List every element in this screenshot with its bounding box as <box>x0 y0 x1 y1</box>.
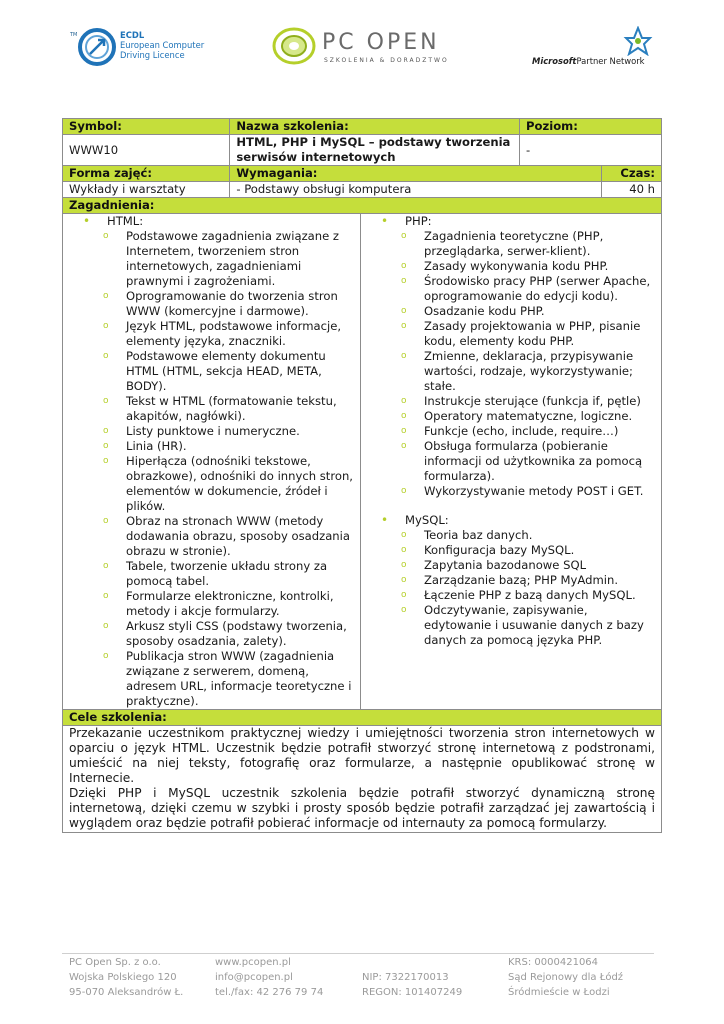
sub-bullet-icon: o <box>103 561 109 571</box>
forma-header: Forma zajęć: <box>63 166 230 182</box>
html-section <box>63 214 356 709</box>
php-topic-text: Osadzanie kodu PHP. <box>423 304 545 318</box>
pcopen-logo <box>272 26 462 70</box>
php-topic-text: Zmienne, deklaracja, przypisywanie wartości, rodzaje, wykorzystywanie; stałe. <box>423 349 634 393</box>
php-mysql-column <box>360 214 661 710</box>
html-topic-text: Oprogramowanie do tworzenia stron WWW (komercyjne i darmowe). <box>126 289 338 318</box>
cele-paragraph-2: Dzięki PHP i MySQL uczestnik szkolenia będzie potrafił stworzyć dynamiczną stronę internetową, dzięki czemu w szybki i prosty sposób będzie potrafił zarządzać jej zawartością i wyglądem oraz będzie potrafił pobierać informacje od internauty za pomocą formularzy. <box>69 786 655 830</box>
php-topic-text: Zasady projektowania w PHP, pisanie kodu, elementy kodu PHP. <box>423 319 641 348</box>
html-topic-item <box>105 424 356 439</box>
html-topic-text: Tekst w HTML (formatowanie tekstu, akapitów, nagłówki). <box>126 394 337 423</box>
php-topic-text: Wykorzystywanie metody POST i GET. <box>423 484 644 498</box>
forma-row <box>63 182 662 198</box>
footer-company <box>69 955 183 1000</box>
php-topic-item <box>400 274 657 304</box>
footer-divider <box>62 953 654 954</box>
sub-bullet-icon: o <box>103 231 109 241</box>
footer-city: 95-070 Aleksandrów Ł. <box>69 987 184 998</box>
php-topic-item <box>400 259 657 274</box>
cele-body <box>63 726 662 833</box>
footer-court: Sąd Rejonowy dla Łódź <box>508 972 624 983</box>
footer-company-name: PC Open Sp. z o.o. <box>69 957 161 968</box>
html-topic-text: Podstawowe elementy dokumentu HTML (HTML, sekcja HEAD, META, BODY). <box>126 349 326 393</box>
microsoft-partner-logo <box>530 26 660 70</box>
footer-email: info@pcopen.pl <box>215 972 293 983</box>
sub-bullet-icon: o <box>103 291 109 301</box>
course-row <box>63 135 662 166</box>
bullet-icon: • <box>380 513 389 527</box>
sub-bullet-icon: o <box>400 231 407 241</box>
zagadnienia-header-row <box>63 198 662 214</box>
footer-tax <box>362 955 462 1000</box>
mysql-topic-item <box>400 558 657 573</box>
mysql-section-item <box>361 513 657 648</box>
wymagania-value: - Podstawy obsługi komputera <box>230 182 602 198</box>
php-topic-text: Zasady wykonywania kodu PHP. <box>423 259 609 273</box>
sub-bullet-icon: o <box>103 321 109 331</box>
php-topic-list <box>400 229 657 499</box>
footer-street: Wojska Polskiego 120 <box>69 972 177 983</box>
php-topic-item <box>400 439 657 484</box>
html-topic-item <box>105 439 356 454</box>
mysql-title: MySQL: <box>404 513 449 527</box>
html-topic-text: Publikacja stron WWW (zagadnienia związane z serwerem, domeną, adresem URL, informacje teoretyczne i praktyczne). <box>126 649 352 708</box>
bullet-icon: • <box>83 214 91 228</box>
html-topic-text: Obraz na stronach WWW (metody dodawania obrazu, sposoby osadzania obrazu w stronie). <box>126 514 350 558</box>
mysql-topic-text: Zapytania bazodanowe SQL <box>423 558 587 572</box>
partner-network-icon <box>622 26 654 56</box>
sub-bullet-icon: o <box>103 591 109 601</box>
html-column <box>63 214 361 710</box>
html-topic-item <box>105 649 356 709</box>
php-topic-item <box>400 409 657 424</box>
sub-bullet-icon: o <box>103 516 109 526</box>
pcopen-name: PC OPEN <box>322 30 440 55</box>
mysql-topic-item <box>400 528 657 543</box>
html-title: HTML: <box>107 214 144 228</box>
pcopen-mark-icon <box>272 26 318 66</box>
symbol-header: Symbol: <box>63 119 230 135</box>
sub-bullet-icon: o <box>400 545 407 555</box>
html-topic-text: Arkusz styli CSS (podstawy tworzenia, sposoby osadzania, zalety). <box>126 619 347 648</box>
html-topic-text: Język HTML, podstawowe informacje, elementy języka, znaczniki. <box>126 319 342 348</box>
cele-paragraph-1: Przekazanie uczestnikom praktycznej wiedzy i umiejętności tworzenia stron internetowych w oparciu o język HTML. Uczestnik będzie potrafił stworzyć stronę internetową z podstronami, umieścić na niej teksty, fotografię oraz formularze, a następnie opublikować stronę w Internecie. <box>69 726 655 785</box>
sub-bullet-icon: o <box>400 276 407 286</box>
symbol-value: WWW10 <box>63 135 230 166</box>
footer-krs: KRS: 0000421064 <box>508 957 599 968</box>
php-title: PHP: <box>404 214 432 228</box>
sub-bullet-icon: o <box>400 426 407 436</box>
section-gap <box>361 499 657 513</box>
sub-bullet-icon: o <box>400 261 407 271</box>
ecdl-wordmark <box>120 30 204 60</box>
sub-bullet-icon: o <box>400 441 407 451</box>
footer-nip: NIP: 7322170013 <box>362 972 449 983</box>
sub-bullet-icon: o <box>400 575 407 585</box>
footer-court-district: Śródmieście w Łodzi <box>508 987 610 998</box>
sub-bullet-icon: o <box>400 351 407 361</box>
mysql-topic-item <box>400 573 657 588</box>
ecdl-globe-icon <box>78 28 116 66</box>
cele-header-row <box>63 710 662 726</box>
sub-bullet-icon: o <box>400 306 407 316</box>
czas-value: 40 h <box>602 182 662 198</box>
html-topic-item <box>105 289 356 319</box>
microsoft-brand: Microsoft <box>532 56 577 66</box>
mysql-topic-text: Odczytywanie, zapisywanie, edytowanie i usuwanie danych z bazy danych za pomocą języka PHP. <box>423 603 644 647</box>
php-section <box>361 214 657 499</box>
microsoft-partner-network: Partner Network <box>576 56 645 66</box>
sub-bullet-icon: o <box>400 321 407 331</box>
sub-bullet-icon: o <box>103 456 109 466</box>
header-row-forma <box>63 166 662 182</box>
ecdl-line2: European Computer <box>120 40 205 50</box>
sub-bullet-icon: o <box>103 351 109 361</box>
html-topic-text: Listy punktowe i numeryczne. <box>126 424 300 438</box>
sub-bullet-icon: o <box>103 441 109 451</box>
html-topic-text: Linia (HR). <box>126 439 187 453</box>
php-section-item <box>361 214 657 499</box>
ecdl-title: ECDL <box>120 30 145 40</box>
footer-tax-blank <box>362 955 462 970</box>
html-topic-item <box>105 514 356 559</box>
php-topic-text: Środowisko pracy PHP (serwer Apache, oprogramowanie do edycji kodu). <box>423 274 651 303</box>
mysql-topic-item <box>400 588 657 603</box>
html-topic-item <box>105 454 356 514</box>
sub-bullet-icon: o <box>400 486 407 496</box>
sub-bullet-icon: o <box>103 651 109 661</box>
wymagania-header: Wymagania: <box>230 166 602 182</box>
php-topic-text: Instrukcje sterujące (funkcja if, pętle) <box>423 394 641 408</box>
html-section-item <box>63 214 356 709</box>
czas-header: Czas: <box>602 166 662 182</box>
ecdl-tm-mark: TM <box>70 32 78 38</box>
php-topic-item <box>400 484 657 499</box>
forma-value: Wykłady i warsztaty <box>63 182 230 198</box>
sub-bullet-icon: o <box>400 560 407 570</box>
php-topic-item <box>400 349 657 394</box>
pcopen-tagline: SZKOLENIA & DORADZTWO <box>324 57 449 64</box>
sub-bullet-icon: o <box>400 411 407 421</box>
mysql-topic-text: Zarządzanie bazą; PHP MyAdmin. <box>423 573 619 587</box>
mysql-topic-item <box>400 603 657 648</box>
sub-bullet-icon: o <box>103 426 109 436</box>
html-topic-item <box>105 394 356 424</box>
html-topic-text: Hiperłącza (odnośniki tekstowe, obrazkowe), odnośniki do innych stron, elementów w dokumencie, źródeł i plików. <box>126 454 353 513</box>
sub-bullet-icon: o <box>400 530 407 540</box>
mysql-topic-list <box>400 528 657 648</box>
php-topic-item <box>400 319 657 349</box>
php-topic-item <box>400 394 657 409</box>
php-topic-text: Obsługa formularza (pobieranie informacji od użytkownika za pomocą formularza). <box>423 439 643 483</box>
poziom-value: - <box>520 135 662 166</box>
mysql-topic-item <box>400 543 657 558</box>
html-topic-text: Podstawowe zagadnienia związane z Internetem, tworzeniem stron internetowych, zagadnieniami prawnymi i zagrożeniami. <box>126 229 340 288</box>
mysql-topic-text: Łączenie PHP z bazą danych MySQL. <box>423 588 636 602</box>
mysql-topic-text: Teoria baz danych. <box>423 528 533 542</box>
footer-contact <box>215 955 323 1000</box>
footer-registry <box>508 955 623 1000</box>
microsoft-partner-text <box>532 56 645 66</box>
html-topic-text: Tabele, tworzenie układu strony za pomocą tabel. <box>126 559 328 588</box>
topics-row <box>63 214 662 710</box>
bullet-icon: • <box>380 214 389 228</box>
php-topic-item <box>400 424 657 439</box>
php-topic-item <box>400 304 657 319</box>
sub-bullet-icon: o <box>400 605 407 615</box>
course-name: HTML, PHP i MySQL – podstawy tworzenia serwisów internetowych <box>230 135 520 166</box>
php-topic-text: Operatory matematyczne, logiczne. <box>423 409 633 423</box>
zagadnienia-header: Zagadnienia: <box>63 198 662 214</box>
php-topic-text: Zagadnienia teoretyczne (PHP, przeglądarka, serwer-klient). <box>423 229 604 258</box>
html-topic-list <box>103 229 356 709</box>
cele-header: Cele szkolenia: <box>63 710 662 726</box>
php-topic-item <box>400 229 657 259</box>
ecdl-line3: Driving Licence <box>120 50 185 60</box>
footer-phone: tel./fax: 42 276 79 74 <box>215 987 324 998</box>
poziom-header: Poziom: <box>520 119 662 135</box>
footer-website: www.pcopen.pl <box>215 957 291 968</box>
html-topic-item <box>105 319 356 349</box>
ecdl-logo <box>70 26 210 72</box>
sub-bullet-icon: o <box>400 396 407 406</box>
cele-row <box>63 726 662 833</box>
header-row-symbol <box>63 119 662 135</box>
mysql-topic-text: Konfiguracja bazy MySQL. <box>423 543 575 557</box>
html-topic-item <box>105 559 356 589</box>
footer-regon: REGON: 101407249 <box>362 987 463 998</box>
mysql-section <box>361 513 657 648</box>
html-topic-item <box>105 619 356 649</box>
html-topic-item <box>105 229 356 289</box>
sub-bullet-icon: o <box>103 621 109 631</box>
course-table <box>62 118 662 833</box>
html-topic-item <box>105 349 356 394</box>
html-topic-item <box>105 589 356 619</box>
sub-bullet-icon: o <box>103 396 109 406</box>
nazwa-header: Nazwa szkolenia: <box>230 119 520 135</box>
html-topic-text: Formularze elektroniczne, kontrolki, metody i akcje formularzy. <box>126 589 334 618</box>
php-topic-text: Funkcje (echo, include, require…) <box>423 424 619 438</box>
sub-bullet-icon: o <box>400 590 407 600</box>
